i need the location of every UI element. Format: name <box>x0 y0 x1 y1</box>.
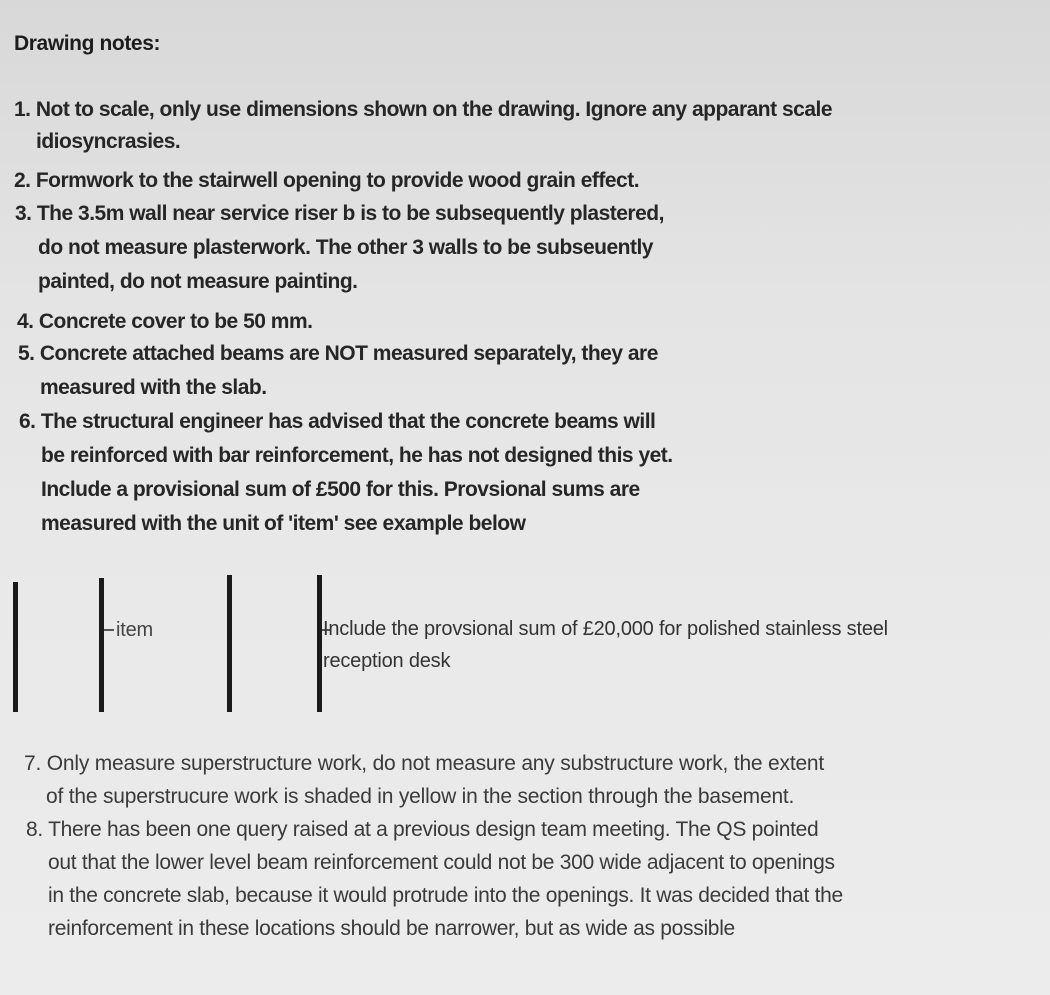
boq-column-rule <box>317 575 322 712</box>
note-7 <box>24 747 824 813</box>
page-title: Drawing notes: <box>14 32 161 55</box>
note-line: out that the lower level beam reinforcement could not be 300 wide adjacent to openings <box>48 851 835 874</box>
note-line: 8. There has been one query raised at a previous design team meeting. The QS pointed <box>26 818 819 841</box>
note-line: 2. Formwork to the stairwell opening to provide wood grain effect. <box>14 169 640 192</box>
note-line: painted, do not measure painting. <box>38 270 358 293</box>
boq-column-rule <box>13 582 18 712</box>
note-line: 5. Concrete attached beams are NOT measured separately, they are <box>18 342 658 365</box>
note-line: be reinforced with bar reinforcement, he has not designed this yet. <box>41 444 673 467</box>
note-line: Include a provisional sum of £500 for this. Provsional sums are <box>41 478 640 501</box>
boq-description-line: Include the provsional sum of £20,000 for polished stainless steel <box>323 618 888 640</box>
note-2 <box>14 164 639 198</box>
boq-tick <box>104 629 114 631</box>
note-3 <box>15 197 664 299</box>
note-line: 7. Only measure superstructure work, do not measure any substructure work, the extent <box>24 752 825 775</box>
note-line: measured with the unit of 'item' see example below <box>41 512 526 535</box>
note-line: reinforcement in these locations should be narrower, but as wide as possible <box>48 917 735 940</box>
note-line: idiosyncrasies. <box>36 130 181 153</box>
note-5 <box>18 337 658 405</box>
note-1 <box>14 93 832 157</box>
note-line: 6. The structural engineer has advised that the concrete beams will <box>19 410 656 433</box>
boq-unit: item <box>116 619 153 641</box>
note-6 <box>19 405 673 541</box>
note-8 <box>26 813 843 945</box>
boq-description <box>323 613 888 677</box>
boq-column-rule <box>99 578 104 712</box>
boq-column-rule <box>227 575 232 712</box>
note-line: 3. The 3.5m wall near service riser b is to be subsequently plastered, <box>15 202 664 225</box>
note-line: 1. Not to scale, only use dimensions shown on the drawing. Ignore any apparant scale <box>14 98 833 121</box>
note-line: do not measure plasterwork. The other 3 walls to be subseuently <box>38 236 653 259</box>
note-4 <box>17 305 312 339</box>
note-line: 4. Concrete cover to be 50 mm. <box>17 310 313 333</box>
note-line: measured with the slab. <box>40 376 267 399</box>
note-line: in the concrete slab, because it would protrude into the openings. It was decided that the <box>48 884 843 907</box>
boq-description-line: reception desk <box>323 650 451 672</box>
note-line: of the superstrucure work is shaded in yellow in the section through the basement. <box>46 785 795 808</box>
